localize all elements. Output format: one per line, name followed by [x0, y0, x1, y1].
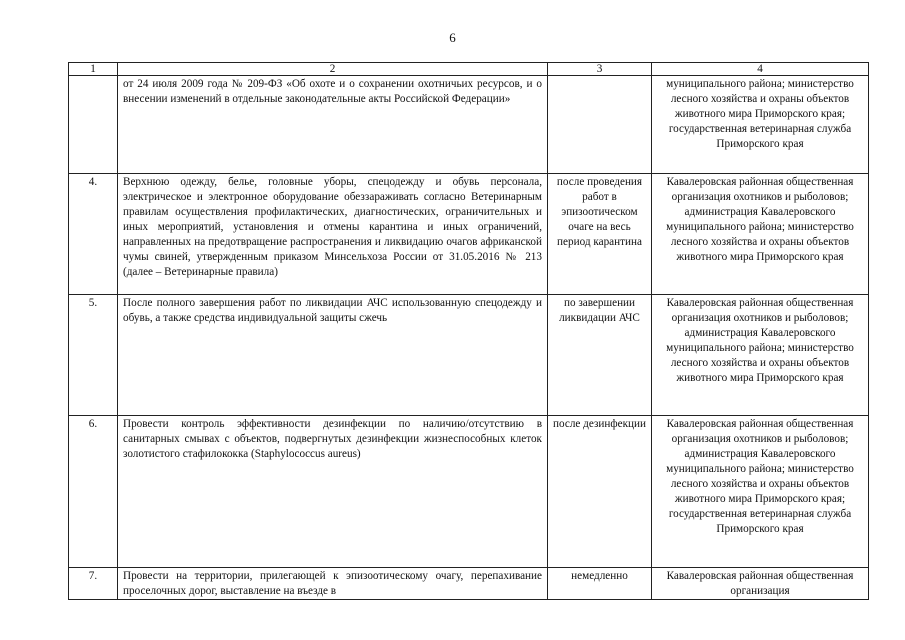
- table-row: [69, 295, 869, 416]
- measure-responsible: муниципального района; министерство лесного хозяйства и охраны объектов животного мира Приморского края; государственная ветеринарная служба Приморского края: [652, 76, 869, 174]
- measure-text: Верхнюю одежду, белье, головные уборы, спецодежду и обувь персонала, электрическое и электронное оборудование обеззараживать согласно Ветеринарным правилам осуществления профилактических, диагностических, ограничительных и иных мероприятий, установления и отмены карантина и иных ограничений, направленных на предотвращение распространения и ликвидацию очагов африканской чумы свиней, утвержденным приказом Минсельхоза России от 31.05.2016 № 213 (далее – Ветеринарные правила): [118, 174, 548, 295]
- header-cell-3: 3: [548, 63, 652, 76]
- measure-deadline: после проведения работ в эпизоотическом очаге на весь период карантина: [548, 174, 652, 295]
- measure-text: Провести на территории, прилегающей к эпизоотическому очагу, перепахивание проселочных дорог, выставление на въезде в: [118, 568, 548, 600]
- measure-text: После полного завершения работ по ликвидации АЧС использованную спецодежду и обувь, а также средства индивидуальной защиты сжечь: [118, 295, 548, 416]
- row-number: [69, 76, 118, 174]
- measures-table: [68, 62, 869, 600]
- measure-deadline: по завершении ликвидации АЧС: [548, 295, 652, 416]
- page-number: 6: [449, 30, 456, 45]
- row-number: 7.: [69, 568, 118, 600]
- header-cell-2: 2: [118, 63, 548, 76]
- measure-text: от 24 июля 2009 года № 209-ФЗ «Об охоте и о сохранении охотничьих ресурсов, и о внесении изменений в отдельные законодательные акты Российской Федерации»: [118, 76, 548, 174]
- measure-deadline: [548, 76, 652, 174]
- header-cell-4: 4: [652, 63, 869, 76]
- measure-responsible: Кавалеровская районная общественная организация охотников и рыболовов; администрация Кавалеровского муниципального района; министерство лесного хозяйства и охраны объектов животного мира Приморского края: [652, 174, 869, 295]
- table-row: [69, 568, 869, 600]
- row-number: 4.: [69, 174, 118, 295]
- measure-responsible: Кавалеровская районная общественная организация: [652, 568, 869, 600]
- header-cell-1: 1: [69, 63, 118, 76]
- table-row: [69, 174, 869, 295]
- table-row: [69, 416, 869, 568]
- measure-responsible: Кавалеровская районная общественная организация охотников и рыболовов; администрация Кавалеровского муниципального района; министерство лесного хозяйства и охраны объектов животного мира Приморского края: [652, 295, 869, 416]
- measure-responsible: Кавалеровская районная общественная организация охотников и рыболовов; администрация Кавалеровского муниципального района; министерство лесного хозяйства и охраны объектов животного мира Приморского края; государственная ветеринарная служба Приморского края: [652, 416, 869, 568]
- measure-deadline: после дезинфекции: [548, 416, 652, 568]
- row-number: 5.: [69, 295, 118, 416]
- row-number: 6.: [69, 416, 118, 568]
- table-row: [69, 76, 869, 174]
- table-header-row: [69, 63, 869, 76]
- measure-deadline: немедленно: [548, 568, 652, 600]
- measure-text: Провести контроль эффективности дезинфекции по наличию/отсутствию в санитарных смывах с объектов, подвергнутых дезинфекции жизнеспособных клеток золотистого стафилококка (Staphylococcus aureus): [118, 416, 548, 568]
